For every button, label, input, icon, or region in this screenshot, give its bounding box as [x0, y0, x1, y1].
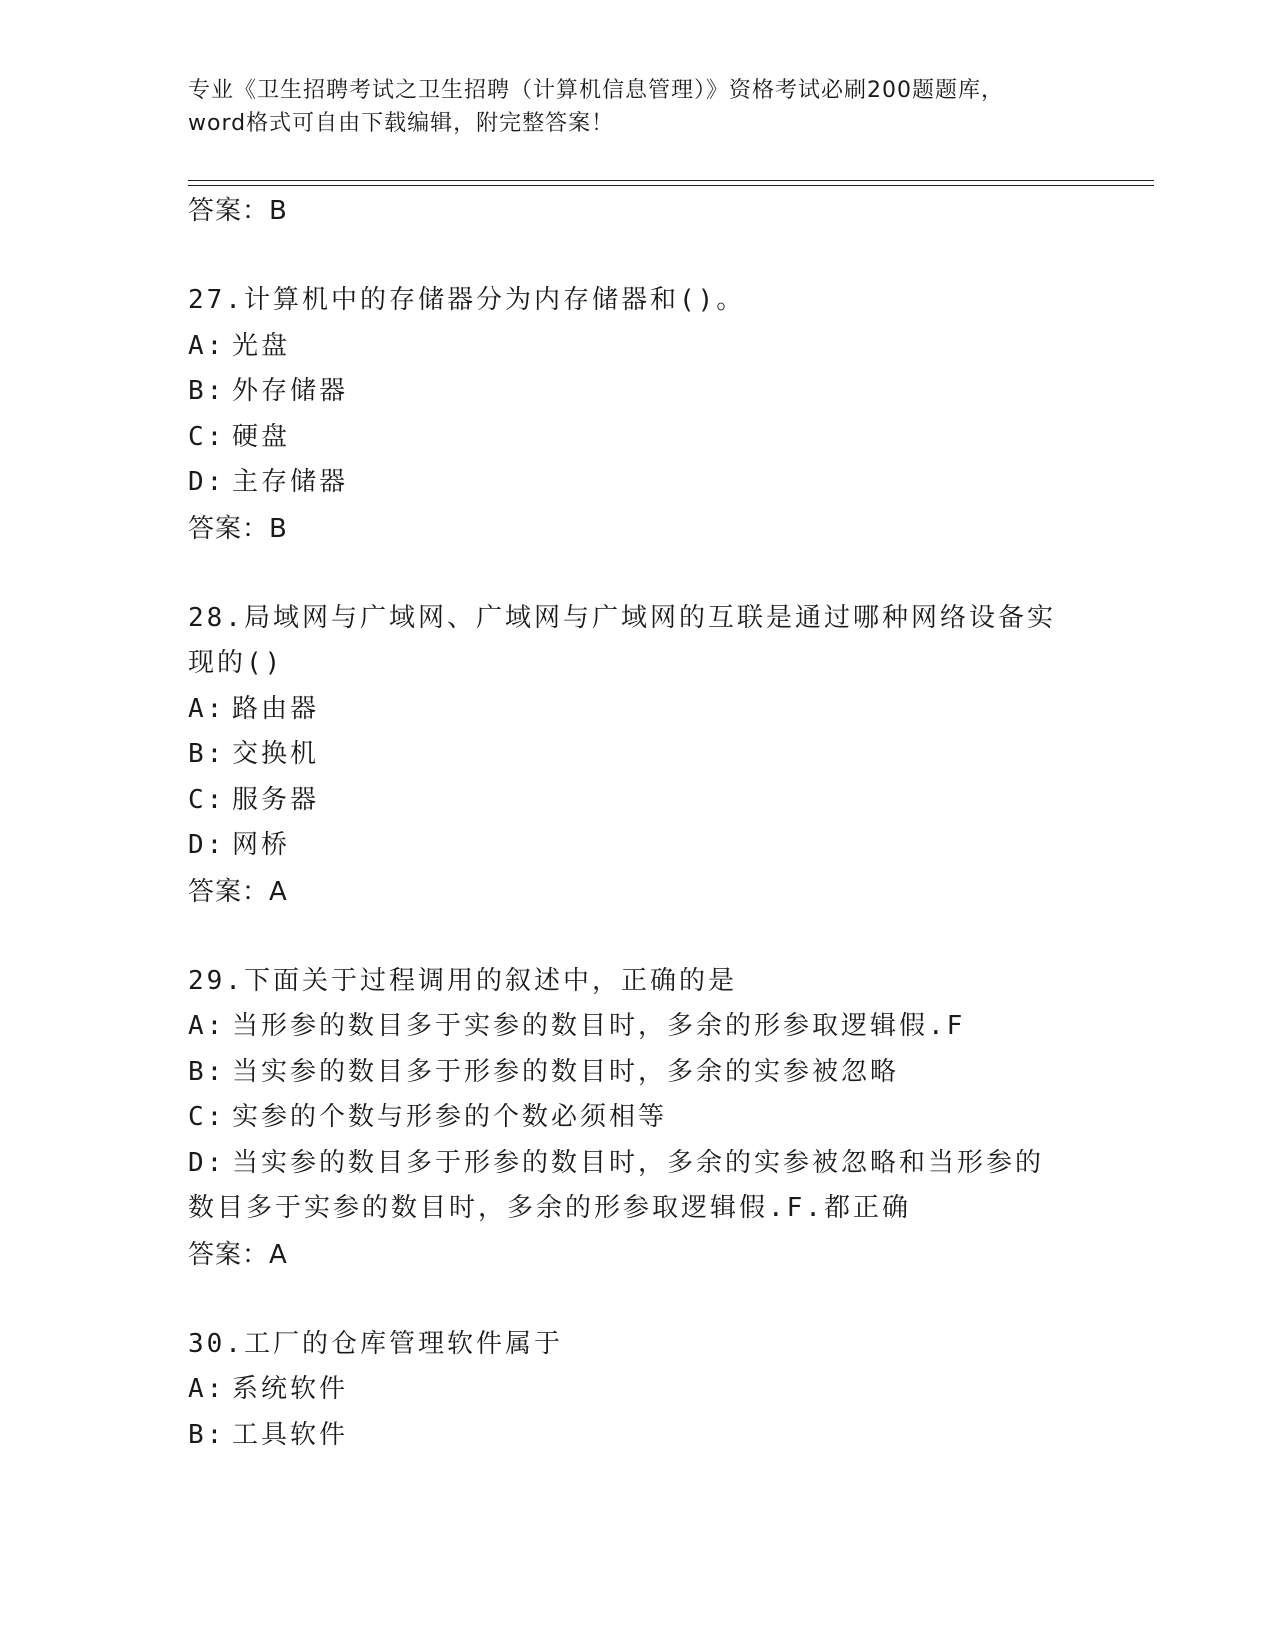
option-letter: A: [188, 693, 226, 724]
answer-value: A [269, 876, 288, 907]
answer-line [188, 869, 1088, 915]
header-line-2: word格式可自由下载编辑，附完整答案！ [188, 111, 615, 136]
option-text: 路由器 [232, 693, 320, 724]
option-b [188, 732, 1088, 778]
option-letter: D: [188, 467, 226, 497]
question-text: 27.计算机中的存储器分为内存储器和()。 [188, 285, 746, 315]
question-28 [188, 596, 1088, 915]
option-d [188, 823, 1088, 869]
option-text: 主存储器 [232, 467, 349, 497]
option-text: 当形参的数目多于实参的数目时，多余的形参取逻辑假.F [232, 1011, 966, 1041]
option-b [188, 1050, 1088, 1096]
question-list [188, 188, 1088, 1458]
answer-label: 答案： [188, 196, 270, 226]
answer-line [188, 188, 1088, 234]
header-line-1: 专业《卫生招聘考试之卫生招聘（计算机信息管理）》资格考试必刷200题题库， [188, 78, 1004, 103]
option-letter: C: [188, 421, 226, 452]
answer-value: B [269, 196, 288, 226]
option-text: 当实参的数目多于形参的数目时，多余的实参被忽略 [232, 1056, 900, 1087]
option-a [188, 324, 1088, 370]
option-letter: A: [188, 1374, 226, 1404]
option-d [188, 1141, 1068, 1232]
header-divider-bottom [188, 185, 1154, 186]
header-divider-top [188, 180, 1154, 181]
option-letter: B: [188, 1056, 226, 1087]
option-d [188, 460, 1088, 506]
option-letter: B: [188, 739, 226, 769]
option-a [188, 1367, 1088, 1413]
question-text: 29.下面关于过程调用的叙述中，正确的是 [188, 965, 737, 996]
option-letter: B: [188, 1419, 226, 1450]
option-b [188, 1413, 1088, 1459]
option-text: 光盘 [232, 330, 291, 361]
question-30 [188, 1322, 1088, 1459]
answer-label: 答案： [188, 513, 270, 544]
option-text: 系统软件 [232, 1374, 349, 1404]
document-header [188, 74, 1088, 140]
option-letter: D: [188, 830, 226, 860]
option-text: 硬盘 [232, 421, 291, 452]
option-c [188, 415, 1088, 461]
answer-value: A [269, 1239, 288, 1270]
option-letter: D: [188, 1147, 226, 1178]
answer-value: B [269, 513, 288, 544]
option-letter: A: [188, 1011, 226, 1041]
option-letter: C: [188, 1102, 226, 1132]
option-letter: B: [188, 376, 226, 406]
question-text: 28.局域网与广域网、广域网与广域网的互联是通过哪种网络设备实现的() [188, 602, 1056, 678]
option-text: 服务器 [232, 784, 320, 815]
answer-label: 答案： [188, 1239, 270, 1270]
option-text: 网桥 [232, 830, 291, 860]
option-b [188, 369, 1088, 415]
answer-line [188, 506, 1088, 552]
option-text: 实参的个数与形参的个数必须相等 [232, 1102, 668, 1132]
question-29 [188, 959, 1088, 1278]
option-text: 工具软件 [232, 1419, 349, 1450]
option-a [188, 687, 1088, 733]
option-text: 交换机 [232, 739, 320, 769]
answer-label: 答案： [188, 876, 270, 907]
answer-line [188, 1232, 1088, 1278]
option-letter: C: [188, 784, 226, 815]
option-letter: A: [188, 330, 226, 361]
question-27 [188, 278, 1088, 552]
option-text: 当实参的数目多于形参的数目时，多余的实参被忽略和当形参的数目多于实参的数目时，多余的形参取逻辑假.F.都正确 [188, 1147, 1045, 1223]
option-text: 外存储器 [232, 376, 349, 406]
option-a [188, 1004, 1088, 1050]
question-text: 30.工厂的仓库管理软件属于 [188, 1328, 563, 1359]
option-c [188, 1095, 1088, 1141]
option-c [188, 778, 1088, 824]
